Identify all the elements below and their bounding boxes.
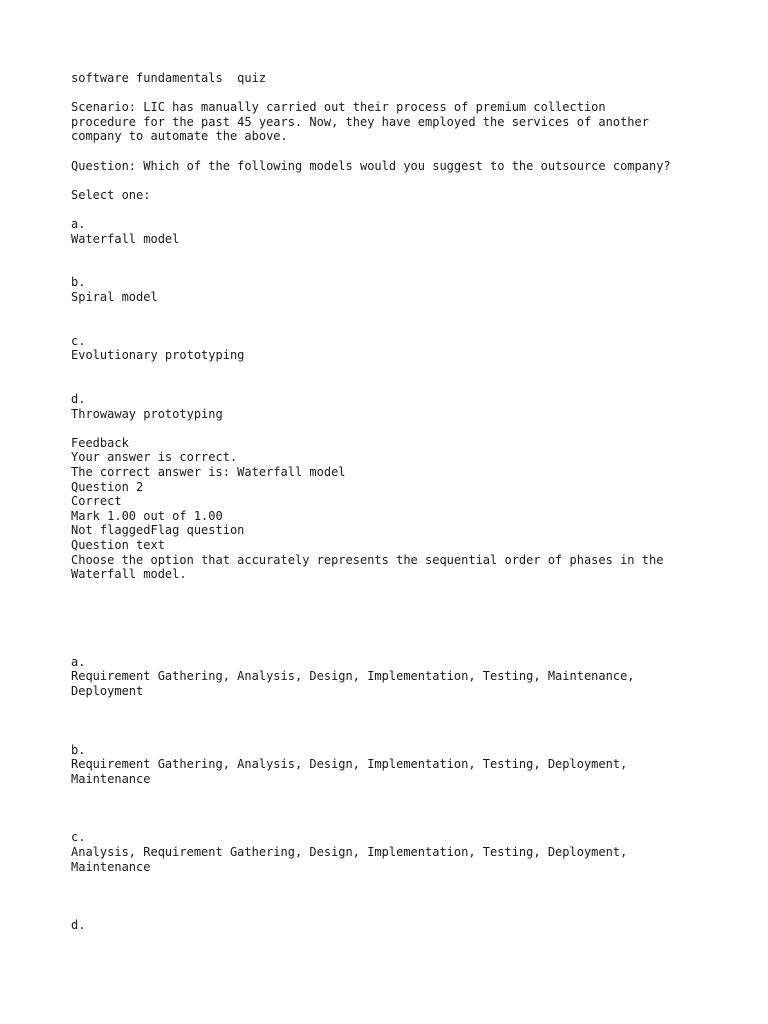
q1-option-c-letter: c. — [71, 333, 86, 348]
q1-option-a-text: Waterfall model — [71, 231, 180, 246]
q1-option-b-letter: b. — [71, 275, 86, 290]
q1-option-a-letter: a. — [71, 216, 86, 231]
document-title: software fundamentals quiz — [71, 71, 267, 85]
q2-option-b-text: Requirement Gathering, Analysis, Design, Implementation, Testing, Deployment, Maintenance — [71, 757, 628, 786]
q2-status: Correct — [71, 494, 122, 509]
q2-option-a-letter: a. — [71, 654, 86, 669]
q1-question: Question: Which of the following models would you suggest to the outsource company? — [71, 158, 671, 173]
q1-correct-answer: The correct answer is: Waterfall model — [71, 465, 346, 480]
q2-text-label: Question text — [71, 538, 165, 552]
q2-question: Choose the option that accurately represents the sequential order of phases in the Waterfall model. — [71, 552, 664, 582]
q2-number: Question 2 — [71, 479, 144, 494]
q2-option-b-letter: b. — [71, 742, 86, 757]
q1-feedback-label: Feedback — [71, 435, 129, 450]
quiz-document — [71, 71, 731, 933]
q2-option-a-text: Requirement Gathering, Analysis, Design, Implementation, Testing, Maintenance, Deployment — [71, 669, 635, 698]
q1-feedback-result: Your answer is correct. — [71, 450, 238, 465]
q1-option-b-text: Spiral model — [71, 289, 158, 304]
q2-option-d-letter: d. — [71, 918, 86, 933]
q1-option-d-letter: d. — [71, 392, 86, 407]
q2-mark: Mark 1.00 out of 1.00 — [71, 508, 223, 523]
q2-flag-question[interactable]: Not flaggedFlag question — [71, 523, 245, 538]
q1-option-c-text: Evolutionary prototyping — [71, 348, 245, 363]
q1-option-d-text: Throwaway prototyping — [71, 406, 223, 421]
q2-option-c-letter: c. — [71, 830, 86, 845]
q1-select-prompt: Select one: — [71, 187, 151, 202]
q2-option-c-text: Analysis, Requirement Gathering, Design, Implementation, Testing, Deployment, Maintenance — [71, 844, 628, 874]
q1-scenario: Scenario: LIC has manually carried out their process of premium collection procedure for the past 45 years. Now, they have employed the services of another company to automate the above. — [71, 100, 649, 144]
